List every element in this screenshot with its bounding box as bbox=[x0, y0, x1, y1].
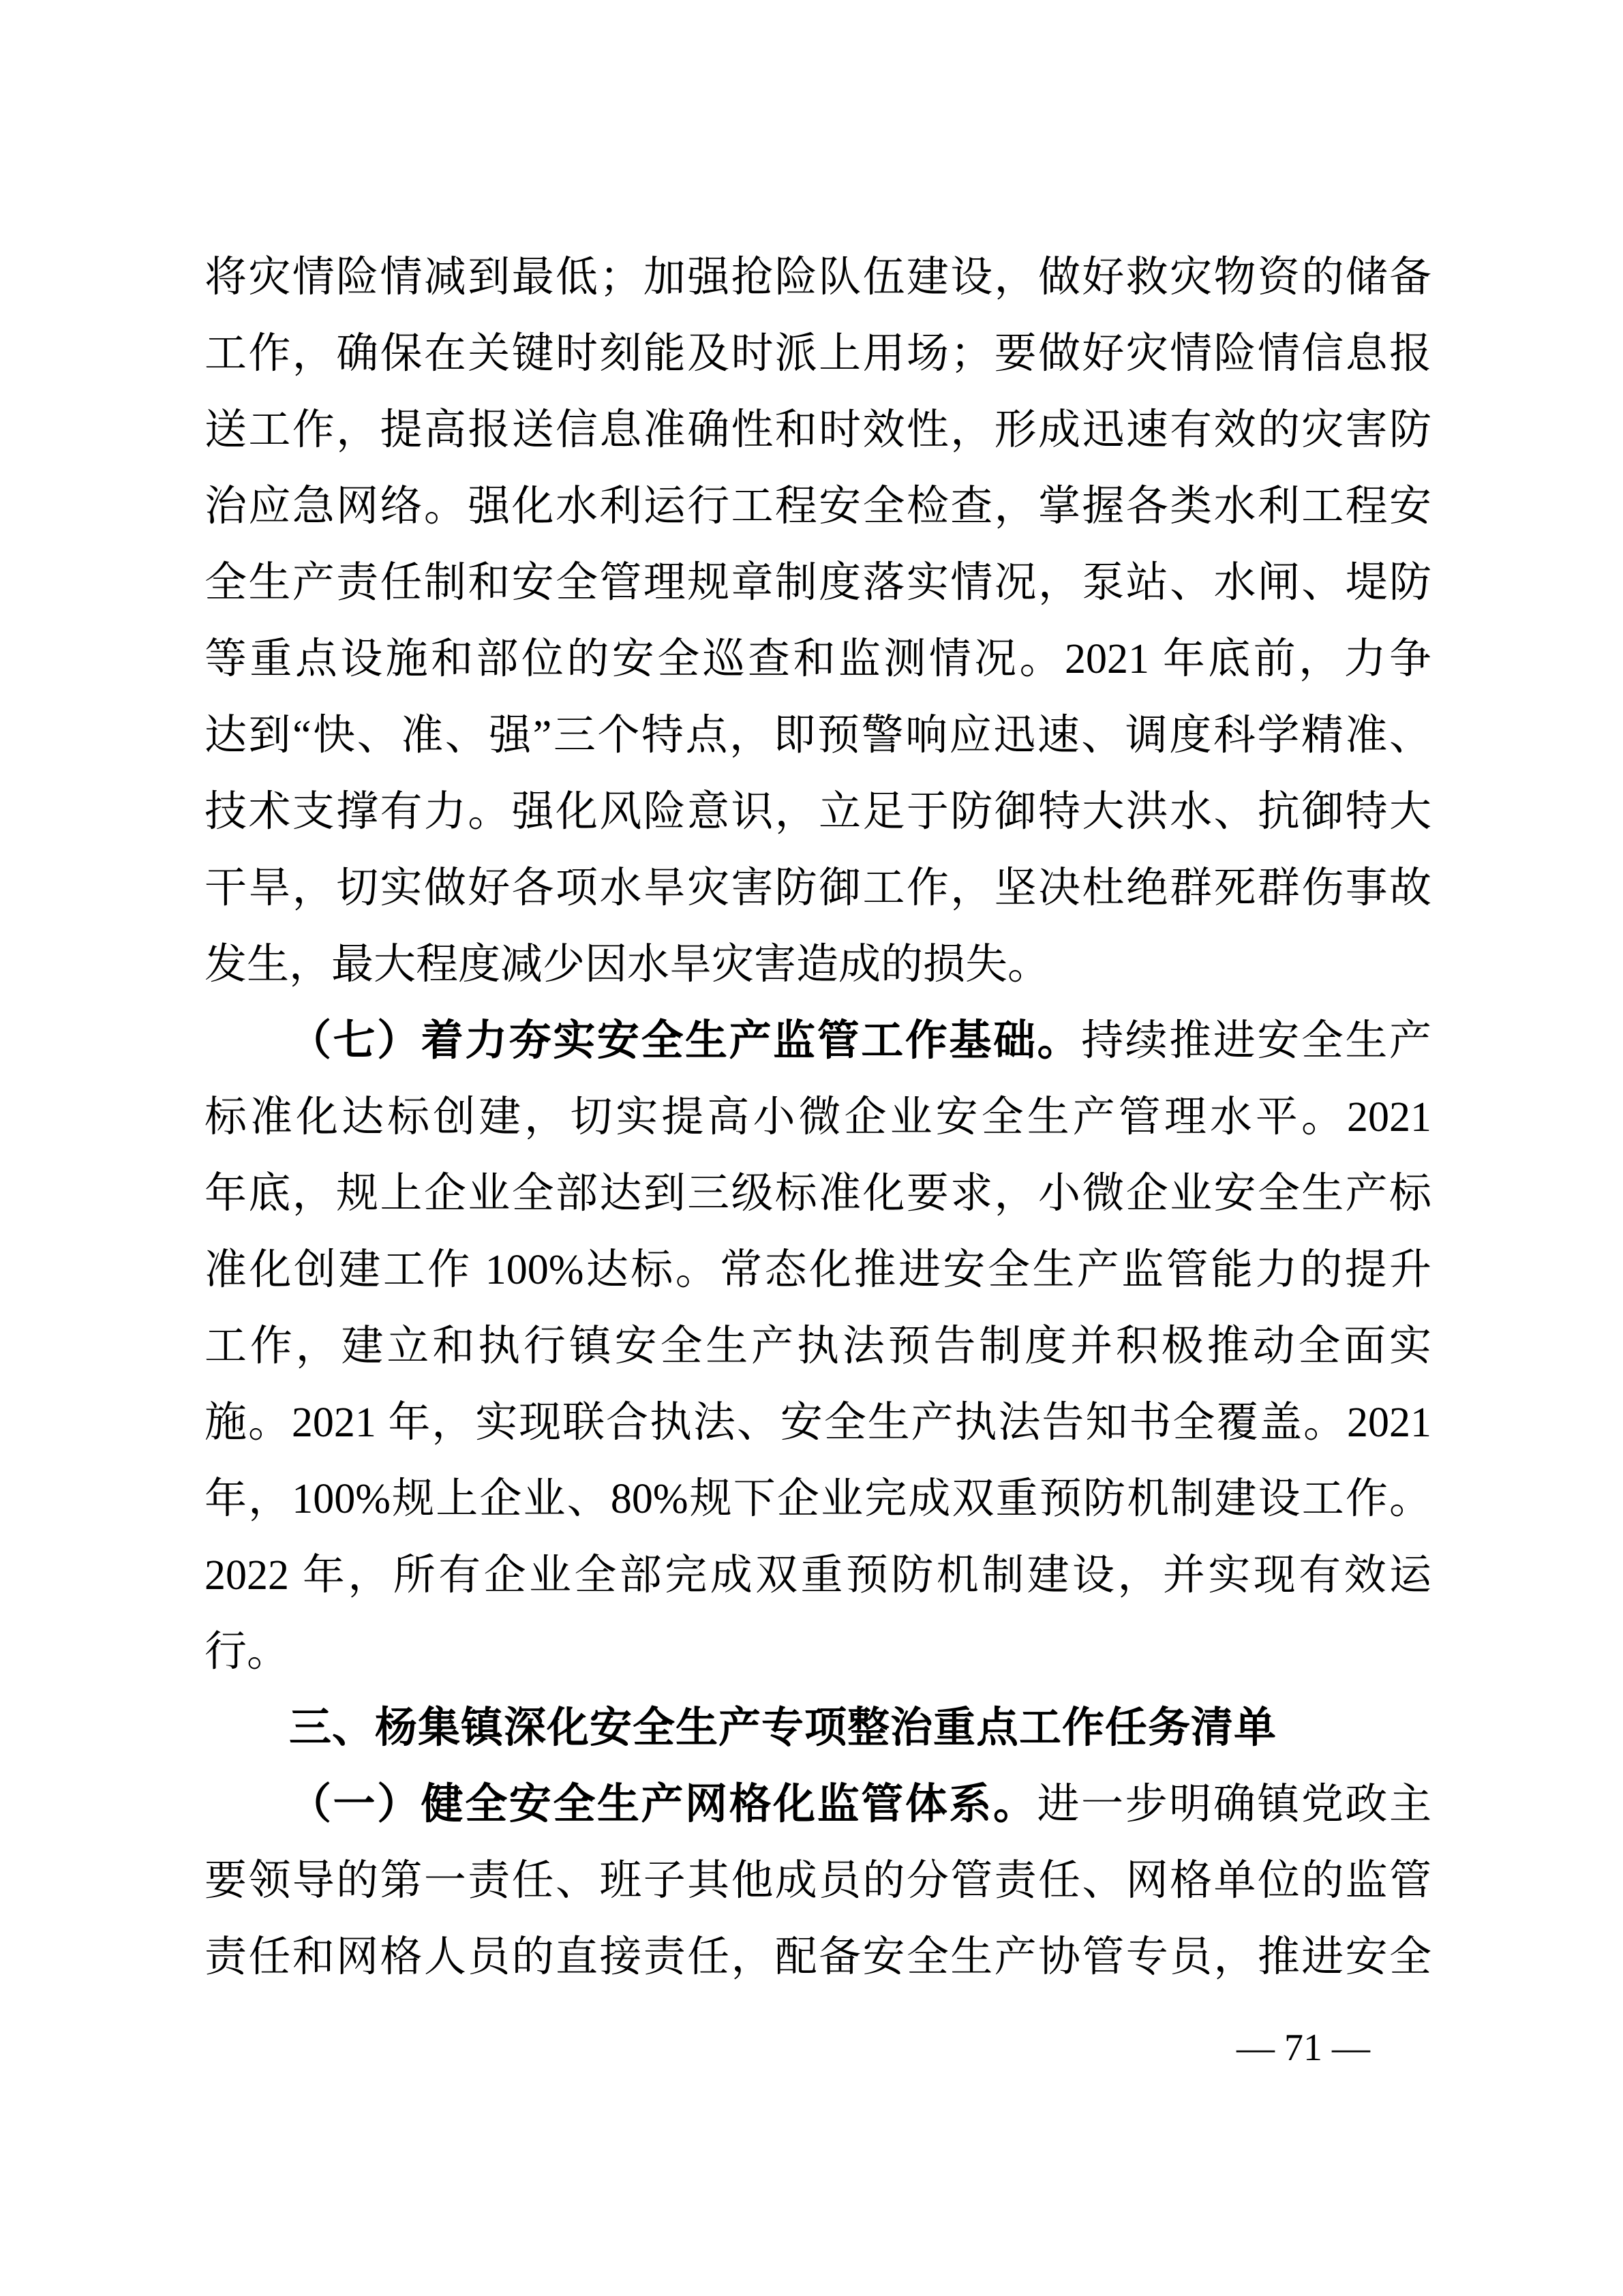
body-line: 标准化达标创建，切实提高小微企业安全生产管理水平。2021 bbox=[204, 1094, 1431, 1141]
section-heading: 三、杨集镇深化安全生产专项整治重点工作任务清单 bbox=[289, 1704, 1277, 1751]
body-line: 治应急网络。强化水利运行工程安全检查，掌握各类水利工程安 bbox=[204, 483, 1431, 530]
body-line: 等重点设施和部位的安全巡查和监测情况。2021 年底前，力争 bbox=[204, 636, 1431, 682]
body-line: 达到“快、准、强”三个特点，即预警响应迅速、调度科学精准、 bbox=[204, 712, 1431, 759]
body-line: 年，100%规上企业、80%规下企业完成双重预防机制建设工作。 bbox=[204, 1476, 1431, 1522]
body-line: 责任和网格人员的直接责任，配备安全生产协管专员，推进安全 bbox=[204, 1934, 1431, 1980]
body-line: 技术支撑有力。强化风险意识，立足于防御特大洪水、抗御特大 bbox=[204, 789, 1431, 835]
clause-text: 进一步明确镇党政主 bbox=[1037, 1781, 1431, 1828]
body-line: 将灾情险情减到最低；加强抢险队伍建设，做好救灾物资的储备 bbox=[204, 254, 1431, 301]
page-number: — 71 — bbox=[1237, 2027, 1370, 2069]
text-block bbox=[204, 239, 1431, 1995]
clause-lead: （七）着力夯实安全生产监管工作基础。 bbox=[289, 1018, 1082, 1064]
paragraph-first-line bbox=[204, 1003, 1431, 1079]
body-line-paragraph-end: 行。 bbox=[204, 1629, 290, 1675]
body-line: 全生产责任制和安全管理规章制度落实情况，泵站、水闸、堤防 bbox=[204, 560, 1431, 606]
paragraph-first-line bbox=[204, 1766, 1431, 1843]
body-line: 要领导的第一责任、班子其他成员的分管责任、网格单位的监管 bbox=[204, 1858, 1431, 1904]
body-line: 2022 年，所有企业全部完成双重预防机制建设，并实现有效运 bbox=[204, 1552, 1431, 1599]
body-line: 送工作，提高报送信息准确性和时效性，形成迅速有效的灾害防 bbox=[204, 407, 1431, 453]
body-line-paragraph-end: 发生，最大程度减少因水旱灾害造成的损失。 bbox=[204, 941, 1050, 988]
clause-text: 持续推进安全生产 bbox=[1081, 1018, 1431, 1064]
body-line: 年底，规上企业全部达到三级标准化要求，小微企业安全生产标 bbox=[204, 1170, 1431, 1217]
clause-lead: （一）健全安全生产网格化监管体系。 bbox=[289, 1781, 1037, 1828]
body-line: 准化创建工作 100%达标。常态化推进安全生产监管能力的提升 bbox=[204, 1247, 1431, 1293]
body-line: 工作，建立和执行镇安全生产执法预告制度并积极推动全面实 bbox=[204, 1323, 1431, 1370]
body-line: 施。2021 年，实现联合执法、安全生产执法告知书全覆盖。2021 bbox=[204, 1400, 1431, 1446]
body-line: 工作，确保在关键时刻能及时派上用场；要做好灾情险情信息报 bbox=[204, 331, 1431, 377]
body-line: 干旱，切实做好各项水旱灾害防御工作，坚决杜绝群死群伤事故 bbox=[204, 865, 1431, 911]
